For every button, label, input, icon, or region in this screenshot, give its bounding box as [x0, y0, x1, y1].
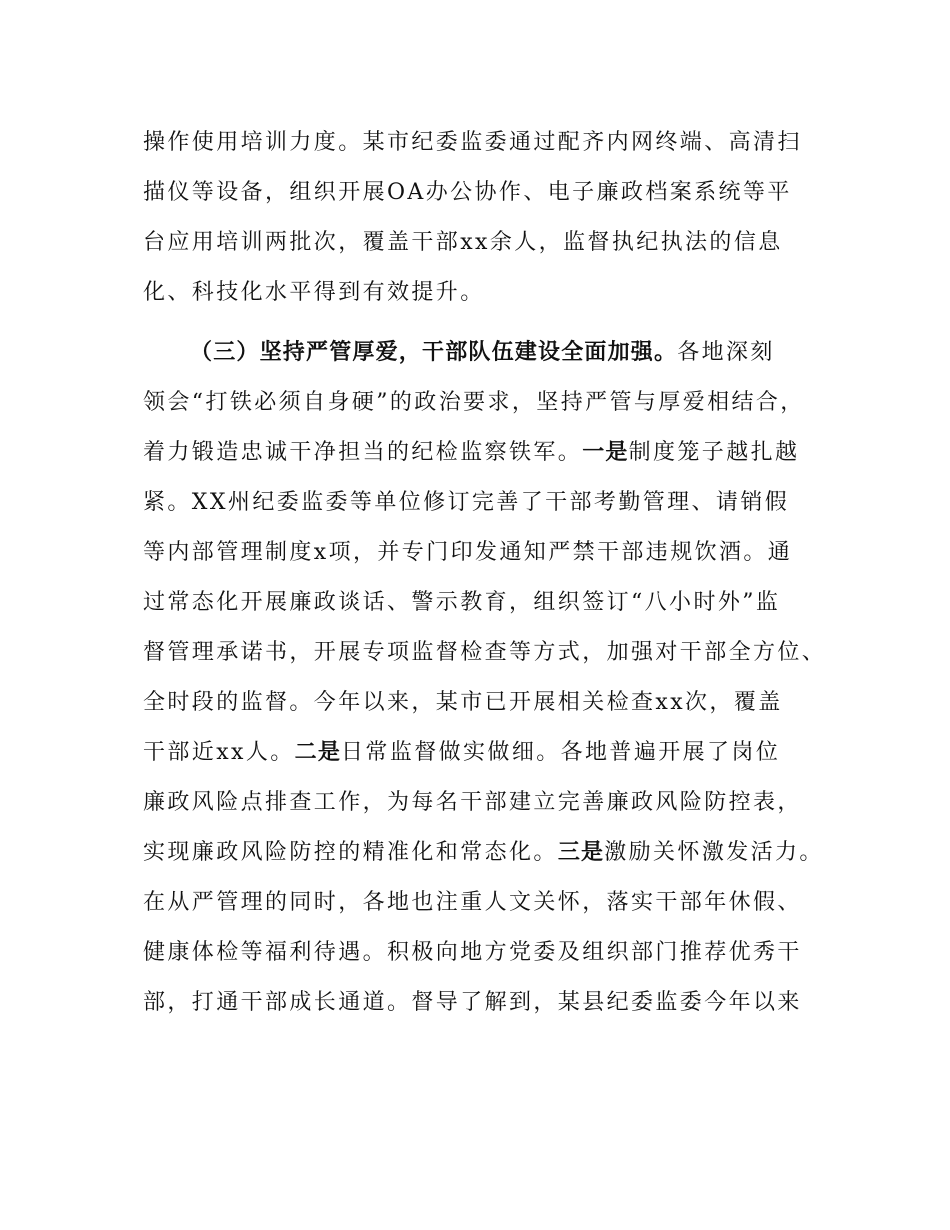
text-line: [143, 840, 824, 866]
text-run: 健康体检等福利待遇。积极向地方党委及组织部门推荐优秀干: [143, 940, 802, 965]
text-line: [143, 940, 802, 966]
text-run: 在从严管理的同时，各地也注重人文关怀，落实干部年休假、: [143, 890, 802, 915]
text-line: [143, 690, 783, 716]
text-run: 紧。XX州纪委监委等单位修订完善了干部考勤管理、请销假: [143, 490, 790, 515]
text-run: 全时段的监督。今年以来，某市已开展相关检查xx次，覆盖: [143, 690, 783, 715]
bold-text: （三）坚持严管厚爱，干部队伍建设全面加强。: [190, 340, 678, 365]
bold-text: 二是: [294, 740, 342, 765]
text-line: [143, 640, 826, 666]
text-run: 廉政风险点排查工作，为每名干部建立完善廉政风险防控表，: [143, 790, 802, 815]
text-run: 干部近xx人。: [143, 740, 295, 765]
text-run: 等内部管理制度x项，并专门印发通知严禁干部违规饮酒。通: [143, 540, 793, 565]
text-run: 操作使用培训力度。某市纪委监委通过配齐内网终端、高清扫: [143, 130, 802, 155]
text-line: [143, 390, 805, 416]
text-run: 部，打通干部成长通道。督导了解到，某县纪委监委今年以来: [143, 990, 802, 1015]
text-line: [143, 990, 802, 1016]
bold-text: 一是: [582, 440, 629, 465]
text-line: [143, 590, 780, 616]
text-run: 领会“打铁必须自身硬”的政治要求，坚持严管与厚爱相结合，: [143, 390, 805, 415]
text-line: [143, 180, 792, 206]
text-line: [143, 740, 780, 766]
text-line: [143, 790, 802, 816]
text-run: 督管理承诺书，开展专项监督检查等方式，加强对干部全方位、: [143, 640, 827, 665]
text-run: 制度笼子越扎越: [628, 440, 800, 465]
text-line: [143, 230, 783, 256]
text-run: 各地深刻: [677, 340, 775, 365]
text-line: [143, 440, 799, 466]
text-line: [143, 130, 802, 156]
bold-text: 三是: [557, 840, 605, 865]
text-run: 化、科技化水平得到有效提升。: [143, 280, 485, 305]
text-run: 激励关怀激发活力。: [604, 840, 824, 865]
text-run: 实现廉政风险防控的精准化和常态化。: [143, 840, 558, 865]
text-line: [143, 490, 789, 516]
text-run: 台应用培训两批次，覆盖干部xx余人，监督执纪执法的信息: [143, 230, 783, 255]
text-run: 描仪等设备，组织开展OA办公协作、电子廉政档案系统等平: [143, 180, 792, 205]
text-line: [143, 890, 802, 916]
text-run: 着力锻造忠诚干净担当的纪检监察铁军。: [143, 440, 583, 465]
text-line: [143, 280, 485, 306]
text-run: 过常态化开展廉政谈话、警示教育，组织签订“八小时外”监: [143, 590, 781, 615]
text-line: [143, 540, 792, 566]
text-line: [190, 340, 775, 366]
text-run: 日常监督做实做细。各地普遍开展了岗位: [341, 740, 781, 765]
